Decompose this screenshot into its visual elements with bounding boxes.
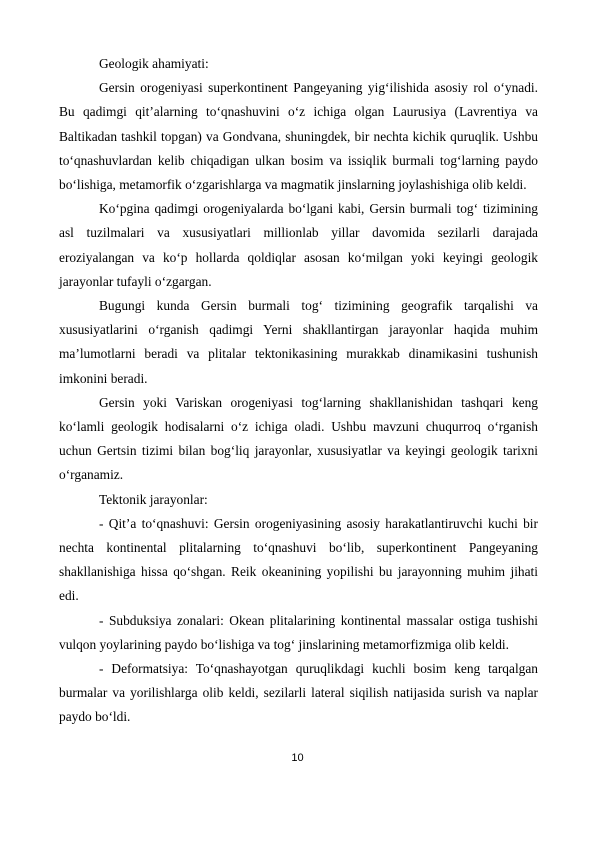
paragraph: Gersin yoki Variskan orogeniyasi tog‘larning shakllanishidan tashqari keng ko‘lamli geologik hodisalarni o‘z ichiga oladi. Ushbu mavzuni chuqurroq o‘rganish uchun Gertsin tizimi bilan bog‘liq jarayonlar, xususiyatlar va keyingi geologik tarixni o‘rganamiz.	[59, 394, 538, 483]
paragraph: Ko‘pgina qadimgi orogeniyalarda bo‘lgani kabi, Gersin burmali tog‘ tizimining asl tuzilmalari va xususiyatlari millionlab yillar davomida sezilarli darajada eroziyalangan va ko‘p hollarda qoldiqlar asosan ko‘milgan yoki keyingi geologik jarayonlar tufayli o‘zgargan.	[59, 201, 538, 289]
heading-geological-significance: Geologik ahamiyati:	[99, 56, 209, 71]
page-number: 10	[291, 752, 304, 764]
list-item: - Qit’a to‘qnashuvi: Gersin orogeniyasining asosiy harakatlantiruvchi kuchi bir nechta kontinental plitalarning to‘qnashuvi bo‘lib, superkontinent Pangeyaning shakllanishiga hissa qo‘shgan. Reik okeanining yopilishi bu jarayonning muhim jihati edi.	[59, 515, 538, 604]
paragraph: Bugungi kunda Gersin burmali tog‘ tizimining geografik tarqalishi va xususiyatlarini o‘rganish qadimgi Yerni shakllantirgan jarayonlar haqida muhim ma’lumotlarni beradi va plitalar tektonikasining murakkab dinamikasini tushunish imkonini beradi.	[59, 298, 538, 386]
list-item: - Subduksiya zonalari: Okean plitalarining kontinental massalar ostiga tushishi vulqon yoylarining paydo bo‘lishiga va tog‘ jinslarining metamorfizmiga olib keldi.	[59, 612, 538, 652]
list-item: - Deformatsiya: To‘qnashayotgan quruqlikdagi kuchli bosim keng tarqalgan burmalar va yorilishlarga olib keldi, sezilarli lateral siqilish natijasida surish va naplar paydo bo‘ldi.	[59, 661, 538, 725]
document-body	[59, 52, 538, 730]
heading-tectonic-processes: Tektonik jarayonlar:	[99, 491, 208, 507]
paragraph: Gersin orogeniyasi superkontinent Pangeyaning yig‘ilishida asosiy rol o‘ynadi. Bu qadimgi qit’alarning to‘qnashuvini o‘z ichiga olgan Laurusiya (Lavrentiya va Baltikadan tashkil topgan) va Gondvana, shuningdek, bir nechta kichik quruqlik. Ushbu to‘qnashuvlardan kelib chiqadigan ulkan bosim va issiqlik burmali tog‘larning paydo bo‘lishiga, metamorfik o‘zgarishlarga va magmatik jinslarning joylashishiga olib keldi.	[59, 80, 538, 193]
